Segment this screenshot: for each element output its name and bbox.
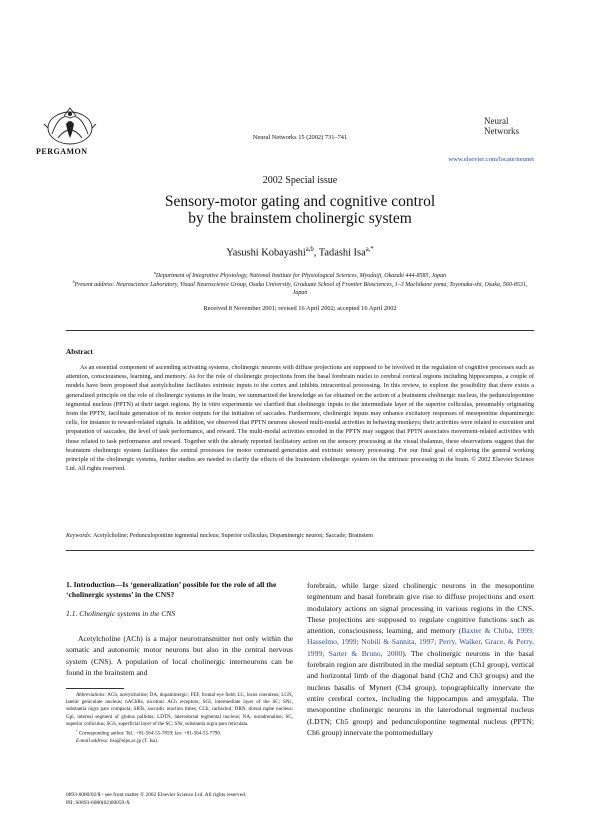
section-heading: 1. Introduction—Is ‘generalization’ possible for the role of all the ‘cholinergic systems’ in the CNS? (66, 580, 277, 599)
author-affiliation-mark: a,b (305, 246, 314, 253)
divider (66, 550, 534, 551)
paragraph-text: forebrain, while large sized cholinergic neurons in the mesopontine tegmentum and basal forebrain give rise to diffuse projections and exert modulatory actions on signal processing in various regions in the CNS. These projections are supposed to regulate cognitive functions such as attention, consciousness, learning, and memory ( (307, 581, 534, 636)
author-list (0, 246, 600, 258)
email-footnote (66, 738, 293, 745)
citation-link[interactable]: Baxter & Chiba, 1999; Hasselmo, 1999; Nobili & Sannita, 1997; Perry, Walker, Grace, & Perry, 1999; Sarter & Bruno, 2000 (307, 626, 534, 658)
subsection-heading: 1.1. Cholinergic systems in the CNS (66, 609, 176, 618)
abstract-text: As an essential component of ascending activating systems, cholinergic neurons with diffuse projections are supposed to be involved in the regulation of cognitive processes such as attention, consciousness, learning, and memory. As for the role of cholinergic projections from the basal forebrain nuclei to cerebral cortical regions including hippocampus, a couple of models have been proposed that acetylcholine facilitates extrinsic inputs to the cortex and inhibits intracortical processing. In this review, to explore the possibility that there exists a generalized principle on the role of cholinergic systems in the brain, we summarized the knowledge so far obtained on the action of a brainstem cholinergic nucleus, the pedunculopontine tegmental nucleus (PPTN) at their target regions. By in vitro experiments we clarified that cholinergic inputs to the intermediate layer of the superior colliculus, presumably originating from the PPTN, facilitate generation of its motor outputs for the initiation of saccades. Furthermore, cholinergic inputs may enhance excitatory responses of mesopontine dopaminergic cells, for instance to reward-related signals. In addition, we observed that PPTN neurons showed multi-modal activities in behaving monkeys; their activities were related to execution and preparation of saccades, the level of task performance, and reward. The multi-modal activities encoded in the PPTN may suggest that PPTN associates movement-related activities with those related to task performance and reward. Together with the already reported facilitatory action on the sensory processing at the visual thalamus, these observations suggest that the brainstem cholinergic system facilitates the central processes for motor command generation and extrinsic sensory processing. For our final goal of exploring the general working principle of the cholinergic systems, further studies are needed to clarify the effects of the brainstem cholinergic system on the intrinsic processing in the brain. © 2002 Elsevier Science Ltd. All rights reserved. (66, 364, 534, 473)
keywords-list: Acetylcholine; Pedunculopontine tegmental nucleus; Superior colliculus; Dopaminergic neuron; Saccade; Brainstem (92, 533, 373, 539)
affiliation-b (70, 278, 530, 297)
author-affiliation-mark: a,* (365, 246, 374, 253)
issue-label: 2002 Special issue (262, 175, 338, 186)
abbreviations-footnote (66, 692, 293, 728)
affiliation-mark: a (153, 271, 156, 275)
keywords (66, 532, 534, 540)
email-label: E-mail address: (76, 737, 109, 744)
corresponding-text: Corresponding author. Tel.: +81-564-55-7859; fax: +81-564-55-7790. (78, 730, 222, 737)
affiliation-mark: b (72, 280, 75, 284)
journal-name-line1: Neural (484, 116, 509, 126)
abstract-heading: Abstract (66, 348, 93, 356)
footnotes (66, 692, 293, 745)
author-name[interactable]: Yasushi Kobayashi (226, 247, 306, 259)
received-dates: Received 8 November 2001; revised 16 April 2002; accepted 16 April 2002 (203, 305, 397, 312)
divider (66, 330, 534, 331)
pii-line: PII: S0893-6080(02)00059-X (66, 800, 130, 806)
keywords-label: Keywords: (66, 533, 92, 539)
journal-name-logo (484, 116, 519, 136)
corresponding-author-footnote (66, 728, 293, 738)
affiliation-text: Department of Integrative Physiology, National Institute for Physiological Sciences, Myodaiji, Okazaki 444-8585, Japan (155, 273, 447, 279)
footnote-mark: * (76, 729, 78, 734)
author-separator: , (313, 247, 319, 259)
copyright-line: 0893-6080/02/$ - see front matter © 2002 Elsevier Science Ltd. All rights reserved. (66, 792, 247, 798)
abbreviations-label: Abbreviations: (76, 692, 107, 698)
abbreviations-text: ACh, acetylcholine; DA, dopaminergic; FEF, frontal eye field; LC, locus coeruleus; LGN, lateral geniculate nucleus; nAChRs, nicotinic ACh receptors; SGI, intermediate layer of the SC; SNc, substantia nigra pars compacta; SRTs, saccadic reaction times; CCh, carbachol; DRN, dorsal raphe nucleus; Gpi, internal segment of globus pallidus; LDTN, laterodorsal tegmental nucleus; NA, noradrenaline; SC, superior colliculus; SGS, superficial layer of the SC; SNr, substantia nigra pars reticulata. (66, 692, 293, 727)
affiliation-text: Present address: Neuroscience Laboratory, Visual Neuroscience Group, Osaka University, Graduate School of Frontier Biosciences, 1–3 Machikane yama, Toyonaka-shi, Osaka, 560-8531, Japan (74, 282, 528, 296)
journal-citation: Neural Networks 15 (2002) 731–741 (252, 134, 348, 141)
body-paragraph (307, 580, 534, 738)
email-address[interactable]: tisa@nips.ac.jp (T. Isa). (109, 737, 159, 744)
publisher-name: PERGAMON (36, 147, 88, 156)
publisher-logo (40, 104, 100, 148)
author-name[interactable]: Tadashi Isa (318, 247, 366, 259)
journal-url-link[interactable]: www.elsevier.com/locate/neunet (448, 156, 534, 163)
footnote-divider (66, 688, 124, 689)
article-title (0, 193, 600, 227)
title-line-1: Sensory-motor gating and cognitive control (164, 193, 436, 210)
paragraph-text: ). The cholinergic neurons in the basal forebrain region are distributed in the medial septum (Ch1 group), vertical and horizontal limb of the diagonal band (Ch2 and Ch3 groups) and the nucleus basalis of Mynert (Ch4 group), topographically innervate the entire cerebral cortex, including the hippocampus and amygdala. The mesopontine cholinergic neurons in the laterodorsal tegmental nucleus (LDTN; Ch5 group) and pedunculopontine tegmental nucleus (PPTN; Ch6 group) innervate the pontomedullary (307, 648, 534, 737)
bottom-identifiers (66, 791, 246, 807)
body-paragraph: Acetylcholine (ACh) is a major neurotransmitter not only within the somatic and autonomic motor neurons but also in the central nervous system (CNS). A population of local cholinergic interneurons can be found in the brainstem and (66, 634, 293, 677)
title-line-2: by the brainstem cholinergic system (188, 210, 412, 227)
journal-name-line2: Networks (484, 126, 519, 136)
